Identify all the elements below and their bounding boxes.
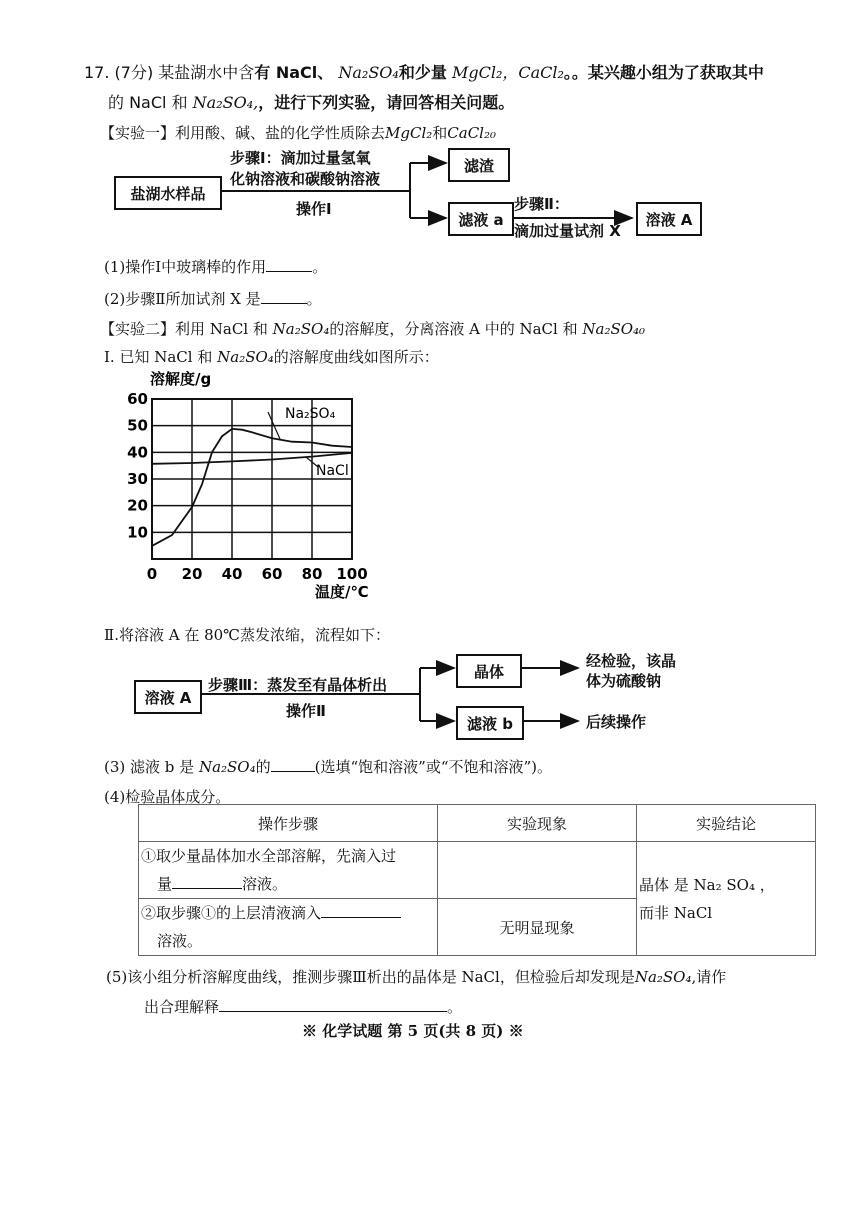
- exp1-title-text: 和: [432, 124, 448, 142]
- x-tick-labels: [147, 565, 368, 583]
- header-conclusion: 实验结论: [637, 805, 816, 842]
- step2-label-line1: 步骤Ⅱ：: [514, 195, 569, 213]
- question-1: [104, 256, 327, 277]
- chart-grid: [152, 399, 352, 559]
- x-tick-label: 0: [146, 565, 158, 583]
- formula-na2so4: Na₂SO₄: [338, 63, 399, 82]
- step1-label-line2: 化钠溶液和碳酸钠溶液: [230, 170, 381, 188]
- formula-mgcl2: MgCl₂: [385, 124, 433, 142]
- box-sample: 盐湖水样品: [114, 176, 222, 210]
- x-tick-label: 40: [221, 565, 243, 583]
- q3-text: (3) 滤液 b 是: [104, 758, 195, 776]
- formula-na2so4: Na₂SO₄,: [192, 93, 259, 112]
- phenomenon-step-2: 无明显现象: [438, 899, 637, 956]
- x-tick-label: 80: [301, 565, 323, 583]
- answer-blank-1[interactable]: [266, 257, 312, 272]
- y-tick-label: 40: [127, 443, 148, 462]
- exp2-title-text: 的溶解度，分离溶液 A 中的 NaCl 和: [329, 320, 578, 338]
- q17-text: 17. (7分) 某盐湖水中含: [84, 63, 255, 82]
- y-tick-labels: [127, 390, 148, 541]
- page-footer: ※ 化学试题 第 5 页(共 8 页) ※: [302, 1022, 524, 1040]
- conclusion-line-a: 晶体 是 Na₂ SO₄ ，: [639, 875, 775, 894]
- q2-text: (2)步骤Ⅱ所加试剂 X 是: [104, 290, 261, 308]
- series-label-na2so4: Na₂SO₄: [285, 406, 336, 422]
- q17-text: ，进行下列实验，请回答相关问题。: [258, 93, 515, 112]
- y-tick-label: 30: [127, 470, 148, 488]
- box-crystal: 晶体: [456, 654, 522, 688]
- step2-label-line2: 滴加过量试剂 X: [514, 222, 621, 240]
- conclusion-line-b: 而非 NaCl: [639, 903, 713, 922]
- step2-line-a: [141, 899, 435, 927]
- question-5-line2: [144, 996, 462, 1017]
- x-tick-label: 20: [181, 565, 203, 583]
- box-solution-a-2: 溶液 A: [134, 680, 202, 714]
- q2-end: 。: [306, 290, 322, 308]
- x-tick-label: 100: [336, 565, 368, 583]
- q3-text: 的: [255, 758, 271, 776]
- q5-text: 出合理解释: [144, 998, 220, 1016]
- series-label-nacl: NaCl: [316, 463, 349, 479]
- known-text: 的溶解度曲线如图所示：: [273, 348, 439, 366]
- y-tick-label: 50: [127, 416, 148, 435]
- answer-blank-5[interactable]: [219, 997, 447, 1012]
- exp1-title-text: 【实验一】利用酸、碱、盐的化学性质除去: [100, 124, 386, 142]
- operation-1-label: 操作Ⅰ: [296, 200, 332, 218]
- answer-blank-2[interactable]: [261, 289, 307, 304]
- box-filtrate-a: 滤液 a: [448, 202, 514, 236]
- series-line-na2so4: [152, 429, 352, 546]
- conclusion-cell: [637, 842, 816, 956]
- x-tick-label: 60: [261, 565, 283, 583]
- answer-table: [138, 804, 816, 956]
- crystal-note-line1: 经检验，该晶: [586, 652, 677, 670]
- y-tick-label: 10: [127, 523, 148, 542]
- formula-na2so4: Na₂SO₄: [217, 348, 274, 366]
- experiment-2-title: [100, 318, 645, 339]
- known-text: I. 已知 NaCl 和: [104, 348, 213, 366]
- question-17-line1: [84, 60, 764, 83]
- q17-text: 有 NaCl、: [254, 63, 334, 82]
- step1-text: 溶液。: [242, 875, 288, 893]
- q5-end: 。: [447, 998, 463, 1016]
- x-axis-label: 温度/℃: [315, 583, 369, 601]
- table-row: [139, 842, 816, 899]
- question-5-line1: [106, 966, 726, 987]
- box-solution-a: 溶液 A: [636, 202, 702, 236]
- q5-text: ,请作: [691, 968, 727, 986]
- formula-mgcl2-cacl2: MgCl₂，CaCl₂: [451, 63, 564, 82]
- formula-na2so4: Na₂SO₄: [198, 758, 256, 776]
- question-4: (4)检验晶体成分。: [104, 788, 231, 806]
- q17-text: 和少量: [398, 63, 447, 82]
- answer-blank-3[interactable]: [271, 757, 315, 772]
- step2-text: ②取步骤①的上层清液滴入: [141, 904, 322, 922]
- question-3: [104, 756, 552, 777]
- box-residue: 滤渣: [448, 148, 510, 182]
- table-header-row: [139, 805, 816, 842]
- step1-text: 量: [157, 875, 173, 893]
- step2-line-b: 溶液。: [157, 932, 203, 950]
- q3-options: (选填“饱和溶液”或“不饱和溶液”)。: [314, 758, 553, 776]
- part-2-instruction: Ⅱ.将溶液 A 在 80℃蒸发浓缩，流程如下：: [104, 626, 390, 644]
- formula-na2so4: Na₂SO₄₀: [582, 320, 646, 338]
- follow-up-label: 后续操作: [586, 713, 647, 731]
- formula-na2so4: Na₂SO₄: [272, 320, 330, 338]
- step1-line-a: ①取少量晶体加水全部溶解，先滴入过: [141, 847, 397, 865]
- procedure-step-2: [139, 899, 438, 956]
- exp2-title-text: 【实验二】利用 NaCl 和: [100, 320, 268, 338]
- crystal-note-line2: 体为硫酸钠: [586, 672, 662, 690]
- experiment-1-title: [100, 122, 496, 143]
- q1-end: 。: [312, 258, 328, 276]
- formula-cacl2: CaCl₂₀: [447, 124, 497, 142]
- box-filtrate-b: 滤液 b: [456, 706, 524, 740]
- y-axis-label: 溶解度/g: [150, 370, 212, 388]
- formula-na2so4: Na₂SO₄: [634, 968, 692, 986]
- y-tick-label: 60: [127, 390, 148, 408]
- step1-line-b: [141, 870, 435, 898]
- y-tick-label: 20: [127, 496, 148, 515]
- answer-blank-4b[interactable]: [321, 903, 401, 918]
- answer-blank-4a[interactable]: [172, 874, 242, 889]
- q5-text: (5)该小组分析溶解度曲线，推测步骤Ⅲ析出的晶体是 NaCl，但检验后却发现是: [106, 968, 635, 986]
- header-procedure: 操作步骤: [139, 805, 438, 842]
- q17-text: 。。某兴趣小组为了获取其中: [563, 63, 764, 82]
- procedure-step-1: [139, 842, 438, 899]
- question-17-line2: [108, 90, 514, 113]
- header-phenomenon: 实验现象: [438, 805, 637, 842]
- q17-text: 的 NaCl 和: [108, 93, 188, 112]
- operation-2-label: 操作Ⅱ: [286, 702, 326, 720]
- solubility-chart: [120, 364, 370, 604]
- step1-label-line1: 步骤Ⅰ：滴加过量氢氧: [230, 149, 371, 167]
- question-2: [104, 288, 322, 309]
- q1-text: (1)操作Ⅰ中玻璃棒的作用: [104, 258, 267, 276]
- step3-label: 步骤Ⅲ：蒸发至有晶体析出: [208, 676, 388, 694]
- phenomenon-step-1[interactable]: [438, 842, 637, 899]
